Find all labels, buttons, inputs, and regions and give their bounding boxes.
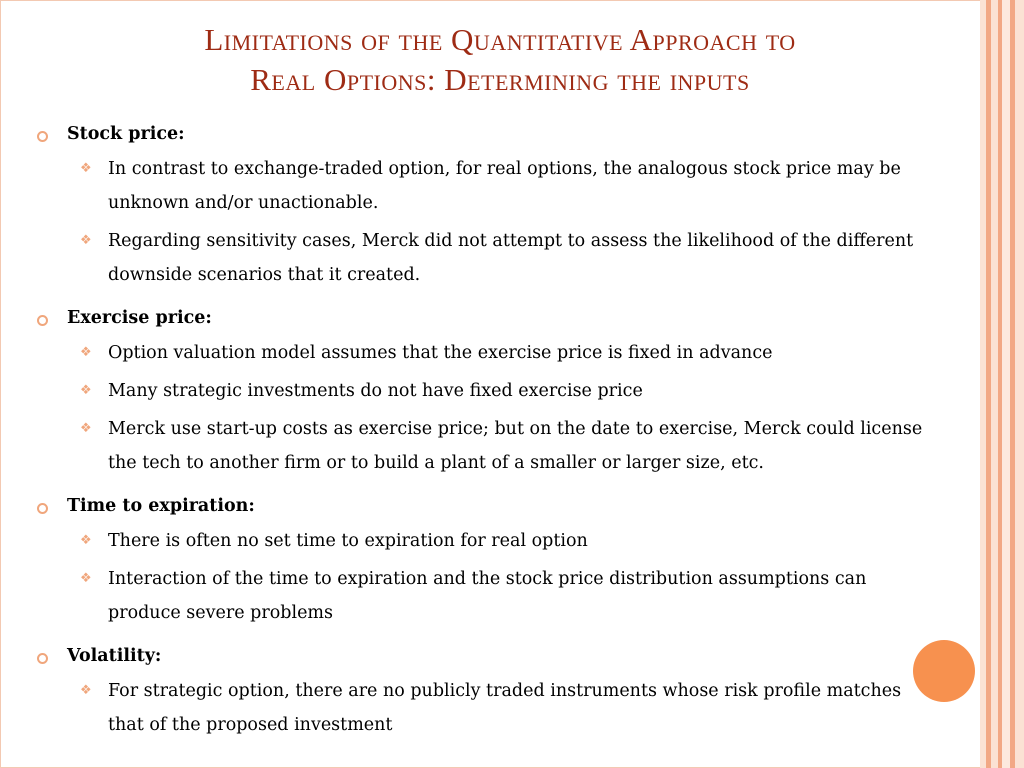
slide-content xyxy=(32,116,932,750)
list-item: ❖ Merck use start-up costs as exercise price; but on the date to exercise, Merck could license the tech to another firm or to build a plant of a smaller or larger size, etc. xyxy=(32,412,932,480)
circle-bullet-icon xyxy=(37,653,48,664)
section-heading: Time to expiration: xyxy=(67,496,255,516)
list-item: ❖ There is often no set time to expiration for real option xyxy=(32,524,932,558)
section-heading: Stock price: xyxy=(67,124,185,144)
decorative-stripes xyxy=(980,0,1024,768)
circle-bullet-icon xyxy=(37,315,48,326)
list-item: ❖ Regarding sensitivity cases, Merck did not attempt to assess the likelihood of the different downside scenarios that it created. xyxy=(32,224,932,292)
diamond-bullet-icon: ❖ xyxy=(80,683,92,698)
section-stock-price xyxy=(32,116,932,292)
section-heading: Exercise price: xyxy=(67,308,212,328)
section-volatility xyxy=(32,638,932,742)
circle-bullet-icon xyxy=(37,131,48,142)
list-item: ❖ Option valuation model assumes that the exercise price is fixed in advance xyxy=(32,336,932,370)
section-exercise-price xyxy=(32,300,932,480)
title-line-2: Real Options: Determining the inputs xyxy=(250,62,750,97)
diamond-bullet-icon: ❖ xyxy=(80,421,92,436)
section-heading: Volatility: xyxy=(67,646,162,666)
list-item: ❖ Many strategic investments do not have fixed exercise price xyxy=(32,374,932,408)
circle-bullet-icon xyxy=(37,503,48,514)
title-line-1: Limitations of the Quantitative Approach to xyxy=(204,22,796,57)
diamond-bullet-icon: ❖ xyxy=(80,233,92,248)
diamond-bullet-icon: ❖ xyxy=(80,161,92,176)
list-item: ❖ In contrast to exchange-traded option, for real options, the analogous stock price may be unknown and/or unactionable. xyxy=(32,152,932,220)
slide-title xyxy=(60,20,940,100)
diamond-bullet-icon: ❖ xyxy=(80,383,92,398)
section-time-to-expiration xyxy=(32,488,932,630)
diamond-bullet-icon: ❖ xyxy=(80,571,92,586)
list-item: ❖ Interaction of the time to expiration and the stock price distribution assumptions can produce severe problems xyxy=(32,562,932,630)
diamond-bullet-icon: ❖ xyxy=(80,533,92,548)
list-item: ❖ For strategic option, there are no publicly traded instruments whose risk profile matches that of the proposed investment xyxy=(32,674,932,742)
diamond-bullet-icon: ❖ xyxy=(80,345,92,360)
